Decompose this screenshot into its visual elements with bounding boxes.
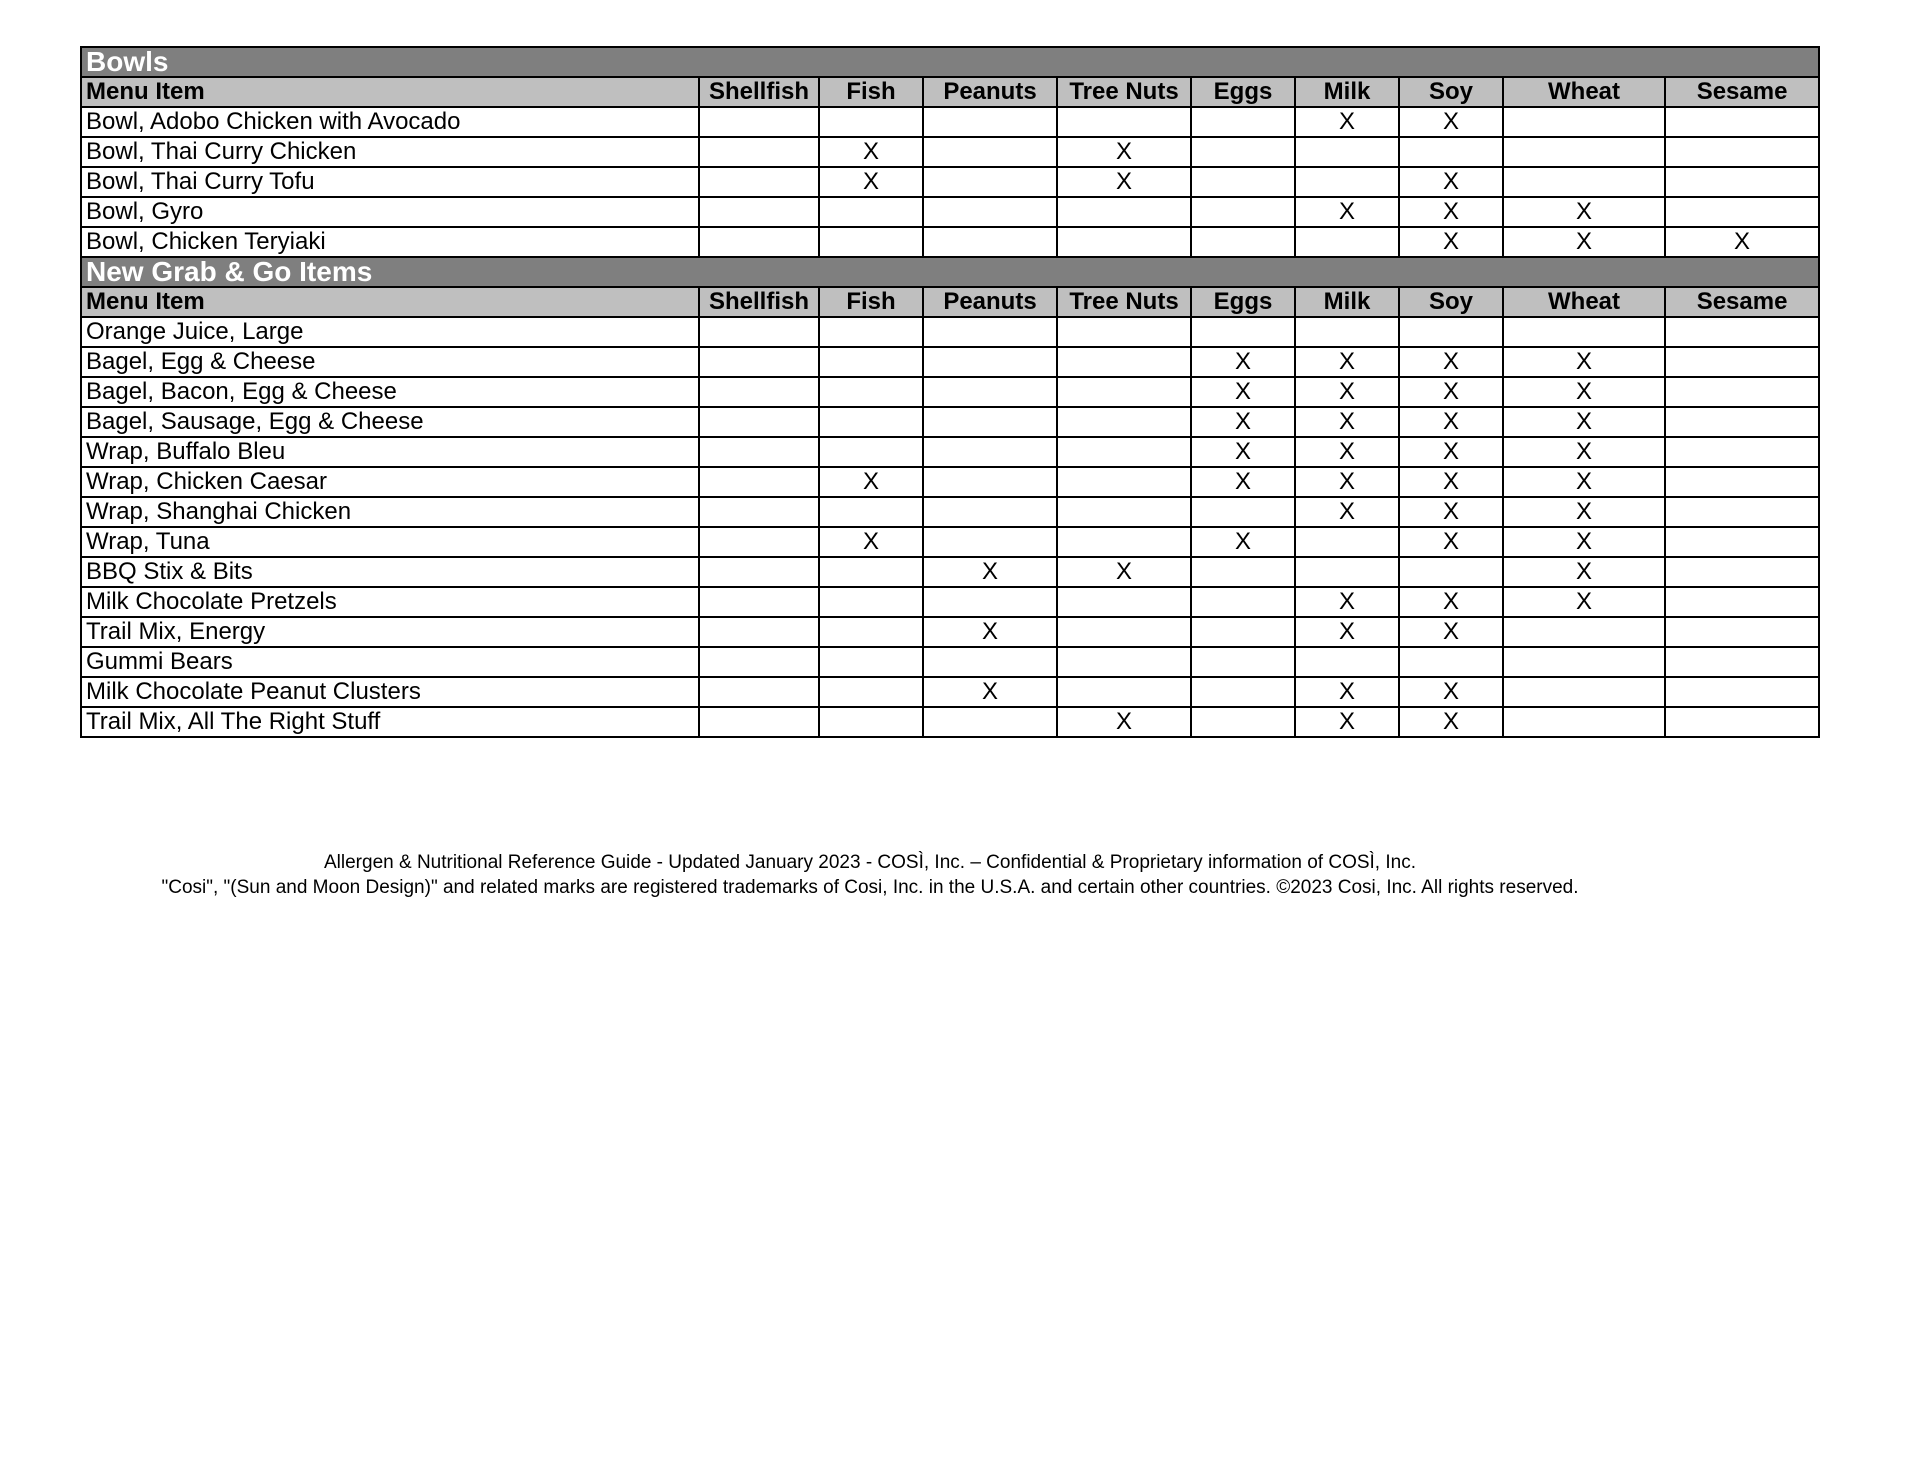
column-header-row (81, 287, 1819, 317)
allergen-mark: X (1191, 527, 1295, 557)
column-header: Shellfish (699, 287, 819, 317)
table-row (81, 527, 1819, 557)
allergen-mark: X (1399, 497, 1503, 527)
allergen-mark (699, 647, 819, 677)
allergen-mark (1191, 197, 1295, 227)
column-header: Sesame (1665, 287, 1819, 317)
allergen-mark (1665, 377, 1819, 407)
table-row (81, 137, 1819, 167)
allergen-mark (1665, 677, 1819, 707)
column-header: Milk (1295, 287, 1399, 317)
menu-item-name: Bowl, Thai Curry Chicken (81, 137, 699, 167)
allergen-mark (699, 137, 819, 167)
allergen-mark (1191, 557, 1295, 587)
allergen-mark (1191, 707, 1295, 737)
allergen-mark: X (1399, 677, 1503, 707)
allergen-mark: X (1295, 197, 1399, 227)
allergen-mark (1057, 407, 1191, 437)
allergen-mark (819, 377, 923, 407)
allergen-mark: X (1399, 227, 1503, 257)
allergen-table (80, 46, 1820, 738)
allergen-mark: X (1399, 437, 1503, 467)
table-row (81, 647, 1819, 677)
allergen-mark (1295, 317, 1399, 347)
allergen-mark: X (1057, 557, 1191, 587)
allergen-mark (1665, 107, 1819, 137)
column-header: Fish (819, 77, 923, 107)
table-row (81, 167, 1819, 197)
menu-item-name: Milk Chocolate Peanut Clusters (81, 677, 699, 707)
allergen-mark (1399, 557, 1503, 587)
allergen-mark (1665, 197, 1819, 227)
allergen-mark (1057, 467, 1191, 497)
allergen-mark: X (1295, 467, 1399, 497)
allergen-mark (819, 587, 923, 617)
allergen-mark (1057, 587, 1191, 617)
allergen-mark: X (819, 527, 923, 557)
allergen-mark: X (923, 617, 1057, 647)
column-header: Eggs (1191, 77, 1295, 107)
allergen-mark: X (1399, 347, 1503, 377)
allergen-mark: X (819, 467, 923, 497)
allergen-mark (1191, 587, 1295, 617)
allergen-mark (819, 677, 923, 707)
allergen-mark (923, 137, 1057, 167)
menu-item-name: Gummi Bears (81, 647, 699, 677)
allergen-mark (819, 197, 923, 227)
column-header-row (81, 77, 1819, 107)
allergen-mark (923, 197, 1057, 227)
allergen-mark (1191, 497, 1295, 527)
column-header: Menu Item (81, 287, 699, 317)
table-row (81, 317, 1819, 347)
menu-item-name: Trail Mix, Energy (81, 617, 699, 647)
menu-item-name: Wrap, Tuna (81, 527, 699, 557)
allergen-mark (819, 647, 923, 677)
table-row (81, 467, 1819, 497)
allergen-mark (1057, 317, 1191, 347)
allergen-mark: X (1399, 167, 1503, 197)
allergen-mark (923, 437, 1057, 467)
allergen-mark (819, 707, 923, 737)
column-header: Peanuts (923, 77, 1057, 107)
allergen-mark (923, 227, 1057, 257)
allergen-mark (1191, 647, 1295, 677)
menu-item-name: Bowl, Chicken Teryiaki (81, 227, 699, 257)
allergen-mark: X (1503, 467, 1665, 497)
allergen-mark (923, 467, 1057, 497)
allergen-mark: X (1399, 527, 1503, 557)
allergen-mark (923, 107, 1057, 137)
allergen-mark: X (1191, 437, 1295, 467)
menu-item-name: Wrap, Buffalo Bleu (81, 437, 699, 467)
allergen-mark (1399, 647, 1503, 677)
allergen-mark: X (1665, 227, 1819, 257)
column-header: Sesame (1665, 77, 1819, 107)
column-header: Soy (1399, 287, 1503, 317)
table-row (81, 107, 1819, 137)
allergen-mark (1503, 647, 1665, 677)
allergen-mark: X (1399, 107, 1503, 137)
allergen-mark (819, 347, 923, 377)
allergen-mark: X (1503, 227, 1665, 257)
column-header: Menu Item (81, 77, 699, 107)
allergen-mark (819, 227, 923, 257)
allergen-mark (1665, 167, 1819, 197)
column-header: Soy (1399, 77, 1503, 107)
allergen-mark (1503, 707, 1665, 737)
allergen-mark (819, 407, 923, 437)
allergen-mark (1665, 347, 1819, 377)
allergen-mark (1665, 437, 1819, 467)
table-row (81, 557, 1819, 587)
allergen-mark (1665, 407, 1819, 437)
allergen-mark (1295, 167, 1399, 197)
menu-item-name: Bagel, Sausage, Egg & Cheese (81, 407, 699, 437)
allergen-mark (1295, 527, 1399, 557)
allergen-mark: X (923, 557, 1057, 587)
allergen-mark: X (1295, 497, 1399, 527)
allergen-mark (1295, 227, 1399, 257)
allergen-mark (819, 497, 923, 527)
table-row (81, 227, 1819, 257)
allergen-mark (1503, 677, 1665, 707)
column-header: Tree Nuts (1057, 77, 1191, 107)
allergen-mark (1503, 167, 1665, 197)
menu-item-name: Trail Mix, All The Right Stuff (81, 707, 699, 737)
allergen-mark (1665, 527, 1819, 557)
allergen-mark (1503, 317, 1665, 347)
menu-item-name: BBQ Stix & Bits (81, 557, 699, 587)
allergen-mark: X (1399, 617, 1503, 647)
menu-item-name: Wrap, Shanghai Chicken (81, 497, 699, 527)
allergen-mark (923, 647, 1057, 677)
allergen-mark (819, 437, 923, 467)
allergen-mark (699, 167, 819, 197)
column-header: Fish (819, 287, 923, 317)
allergen-mark (699, 317, 819, 347)
menu-item-name: Milk Chocolate Pretzels (81, 587, 699, 617)
allergen-mark (1057, 617, 1191, 647)
table-row (81, 347, 1819, 377)
allergen-mark: X (819, 137, 923, 167)
allergen-mark (699, 497, 819, 527)
allergen-mark (699, 437, 819, 467)
allergen-mark (1665, 137, 1819, 167)
table-row (81, 707, 1819, 737)
menu-item-name: Orange Juice, Large (81, 317, 699, 347)
section-title: Bowls (81, 47, 1819, 77)
allergen-mark: X (1503, 407, 1665, 437)
allergen-mark (1295, 557, 1399, 587)
allergen-mark: X (1503, 527, 1665, 557)
allergen-mark: X (1295, 707, 1399, 737)
allergen-mark: X (923, 677, 1057, 707)
allergen-mark: X (1295, 677, 1399, 707)
allergen-mark (1503, 107, 1665, 137)
allergen-mark (1057, 227, 1191, 257)
allergen-mark (923, 707, 1057, 737)
allergen-mark (1057, 497, 1191, 527)
allergen-mark: X (1057, 167, 1191, 197)
allergen-mark (819, 317, 923, 347)
allergen-mark (1057, 677, 1191, 707)
allergen-mark: X (1399, 707, 1503, 737)
allergen-mark (1057, 437, 1191, 467)
allergen-mark: X (1295, 407, 1399, 437)
allergen-mark (1665, 557, 1819, 587)
allergen-mark (1295, 137, 1399, 167)
allergen-mark (923, 317, 1057, 347)
allergen-mark (1191, 317, 1295, 347)
allergen-mark (699, 347, 819, 377)
menu-item-name: Bagel, Bacon, Egg & Cheese (81, 377, 699, 407)
table-row (81, 617, 1819, 647)
allergen-mark (1057, 197, 1191, 227)
allergen-mark (699, 617, 819, 647)
allergen-mark: X (1191, 407, 1295, 437)
section-title: New Grab & Go Items (81, 257, 1819, 287)
allergen-mark (699, 407, 819, 437)
allergen-mark (1057, 107, 1191, 137)
allergen-mark: X (1295, 347, 1399, 377)
allergen-mark: X (1191, 347, 1295, 377)
allergen-mark (923, 587, 1057, 617)
allergen-mark: X (1295, 587, 1399, 617)
menu-item-name: Bowl, Thai Curry Tofu (81, 167, 699, 197)
allergen-mark: X (1295, 377, 1399, 407)
allergen-mark: X (1295, 437, 1399, 467)
allergen-mark (1399, 317, 1503, 347)
table-row (81, 587, 1819, 617)
allergen-mark: X (1503, 377, 1665, 407)
allergen-mark: X (1399, 587, 1503, 617)
allergen-mark (699, 587, 819, 617)
column-header: Eggs (1191, 287, 1295, 317)
allergen-mark (1665, 707, 1819, 737)
allergen-mark (819, 617, 923, 647)
allergen-mark (819, 107, 923, 137)
allergen-mark: X (1399, 467, 1503, 497)
menu-item-name: Bagel, Egg & Cheese (81, 347, 699, 377)
allergen-mark (1399, 137, 1503, 167)
column-header: Milk (1295, 77, 1399, 107)
allergen-mark (1665, 467, 1819, 497)
column-header: Wheat (1503, 287, 1665, 317)
allergen-mark: X (1057, 707, 1191, 737)
allergen-mark: X (1399, 407, 1503, 437)
menu-item-name: Bowl, Gyro (81, 197, 699, 227)
table-row (81, 497, 1819, 527)
allergen-mark: X (819, 167, 923, 197)
allergen-mark (699, 467, 819, 497)
column-header: Wheat (1503, 77, 1665, 107)
allergen-mark (1665, 587, 1819, 617)
table-row (81, 377, 1819, 407)
allergen-mark (1665, 497, 1819, 527)
allergen-mark (699, 527, 819, 557)
allergen-mark (1191, 617, 1295, 647)
allergen-mark: X (1503, 347, 1665, 377)
column-header: Shellfish (699, 77, 819, 107)
allergen-mark (1057, 647, 1191, 677)
allergen-mark (1665, 317, 1819, 347)
column-header: Peanuts (923, 287, 1057, 317)
allergen-mark (1191, 677, 1295, 707)
allergen-mark (923, 407, 1057, 437)
allergen-mark: X (1503, 497, 1665, 527)
allergen-mark (1665, 617, 1819, 647)
allergen-mark (819, 557, 923, 587)
allergen-mark (1503, 617, 1665, 647)
table-row (81, 407, 1819, 437)
allergen-mark (1057, 347, 1191, 377)
table-row (81, 677, 1819, 707)
footer-guide-line: Allergen & Nutritional Reference Guide - Updated January 2023 - COSÌ, Inc. – Confidential & Proprietary information of COSÌ, Inc. (324, 852, 1416, 873)
allergen-mark: X (1503, 197, 1665, 227)
allergen-mark (1057, 377, 1191, 407)
allergen-mark (699, 677, 819, 707)
allergen-mark: X (1503, 437, 1665, 467)
allergen-mark (1191, 227, 1295, 257)
table-row (81, 197, 1819, 227)
allergen-mark (923, 527, 1057, 557)
allergen-mark: X (1503, 557, 1665, 587)
page-footer (80, 850, 1660, 900)
allergen-mark: X (1399, 377, 1503, 407)
allergen-mark (1057, 527, 1191, 557)
allergen-mark: X (1057, 137, 1191, 167)
allergen-mark (1191, 137, 1295, 167)
allergen-mark (699, 227, 819, 257)
allergen-mark (699, 557, 819, 587)
allergen-mark: X (1191, 467, 1295, 497)
allergen-mark (699, 107, 819, 137)
allergen-mark (923, 347, 1057, 377)
allergen-mark (923, 377, 1057, 407)
allergen-mark (923, 167, 1057, 197)
footer-trademark-line: "Cosi", "(Sun and Moon Design)" and related marks are registered trademarks of Cosi, Inc. in the U.S.A. and certain other countries. ©2023 Cosi, Inc. All rights reserved. (161, 877, 1579, 898)
allergen-mark (1295, 647, 1399, 677)
allergen-mark (699, 377, 819, 407)
allergen-mark (923, 497, 1057, 527)
allergen-mark: X (1295, 617, 1399, 647)
allergen-mark (1191, 107, 1295, 137)
menu-item-name: Bowl, Adobo Chicken with Avocado (81, 107, 699, 137)
section-header-row (81, 257, 1819, 287)
allergen-mark: X (1399, 197, 1503, 227)
menu-item-name: Wrap, Chicken Caesar (81, 467, 699, 497)
section-header-row (81, 47, 1819, 77)
table-row (81, 437, 1819, 467)
allergen-mark: X (1191, 377, 1295, 407)
allergen-mark (699, 197, 819, 227)
allergen-mark (1191, 167, 1295, 197)
allergen-mark: X (1503, 587, 1665, 617)
allergen-mark: X (1295, 107, 1399, 137)
allergen-mark (1665, 647, 1819, 677)
allergen-mark (699, 707, 819, 737)
column-header: Tree Nuts (1057, 287, 1191, 317)
allergen-mark (1503, 137, 1665, 167)
allergen-table-body (81, 47, 1819, 737)
